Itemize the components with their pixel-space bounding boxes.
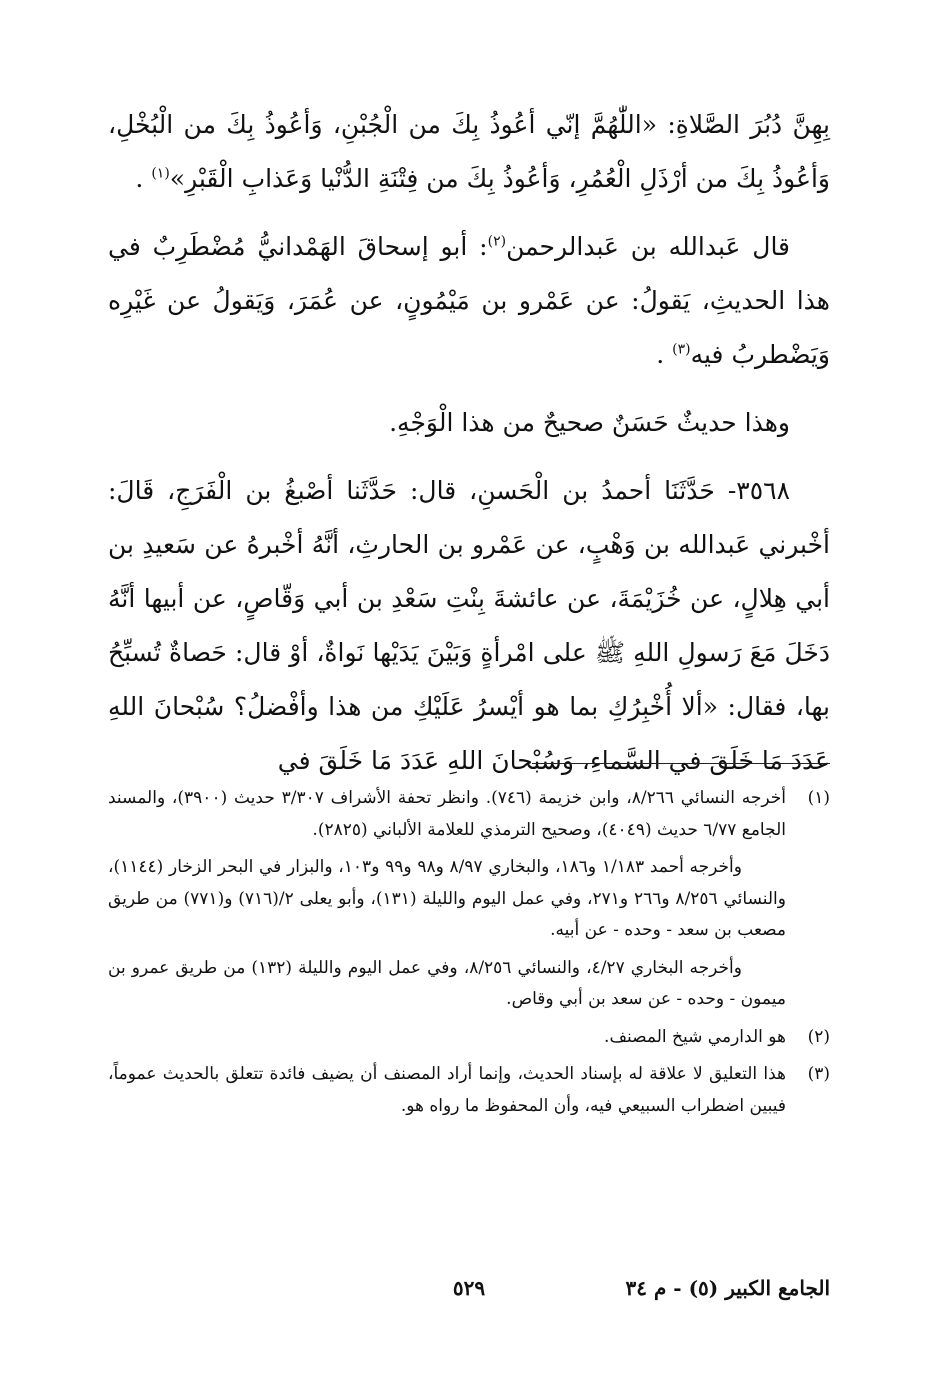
paragraph-grading: وهذا حديثٌ حَسَنٌ صحيحٌ من هذا الْوَجْهِ. — [389, 408, 790, 437]
footnote-paragraph: أخرجه النسائي ٨/٢٦٦، وابن خزيمة (٧٤٦). وانظر تحفة الأشراف ٣/٣٠٧ حديث (٣٩٠٠)، والمسند الجامع ٦/٧٧ حديث (٤٠٤٩)، وصحيح الترمذي للعلامة الألباني (٢٨٢٥). — [108, 788, 787, 840]
page-footer — [108, 1276, 830, 1312]
paragraph-end-mark: . — [656, 340, 673, 369]
paragraph-end-mark: . — [135, 164, 152, 193]
footnote-number: (١) — [807, 788, 830, 808]
footnote-paragraph: هذا التعليق لا علاقة له بإسناد الحديث، وإنما أراد المصنف أن يضيف فائدة تتعلق بالحديث عموماً، فيبين اضطراب السبيعي فيه، وأن المحفوظ ما رواه هو. — [108, 1064, 786, 1116]
supplication-text: بِهِنَّ دُبُرَ الصَّلاةِ: «اللّٰهُمَّ إنّي أعُوذُ بِكَ من الْجُبْنِ، وَأعُوذُ بِكَ من الْبُخْلِ، وَأعُوذُ بِكَ من أرْذَلِ الْعُمُرِ، وَأعُوذُ بِكَ من فِتْنَةِ الدُّنْيا وَعَذابِ الْقَبْرِ» — [108, 110, 830, 193]
paragraph-hadith-3568: ٣٥٦٨- حَدَّثَنَا أحمدُ بن الْحَسنِ، قال: حَدَّثَنا أصْبغُ بن الْفَرَجِ، قَالَ: أخْبرني عَبدالله بن وَهْبٍ، عن عَمْرو بن الحارثِ، أنَّهُ أخْبرهُ عن سَعيدِ بن أبي هِلالٍ، عن خُزَيْمَةَ، عن عائشةَ بِنْتِ سَعْدِ بن أبي وَقّاصٍ، عن أبيها أنَّهُ دَخَلَ مَعَ رَسولِ اللهِ ﷺ على امْرأةٍ وَبَيْنَ يَدَيْها نَواةٌ، أوْ قال: حَصاةٌ تُسبِّحُ بها، فقال: «ألا أُخْبِرُكِ بما هو أيْسرُ عَلَيْكِ من هذا وأفْضلُ؟ سُبْحانَ اللهِ عَدَدَ مَا خَلَقَ في السَّماءِ، وَسُبْحانَ اللهِ عَدَدَ مَا خَلَقَ في — [108, 476, 830, 775]
footnote-ref-1: (١) — [151, 165, 170, 182]
paragraph-darimi-comment — [108, 220, 830, 382]
book-signature: الجامع الكبير (٥) - م ٣٤ — [625, 1276, 830, 1300]
footnote-separator-line — [532, 763, 830, 764]
footnote-number: (٢) — [807, 1026, 830, 1047]
footnote-paragraph: وأخرجه أحمد ١/١٨٣ و١٨٦، والبخاري ٨/٩٧ و٩٨ و٩٩ و١٠٣، والبزار في البحر الزخار (١١٤٤)، والنسائي ٨/٢٥٦ و٢٦٦ و٢٧١، وفي عمل اليوم والليلة (١٣١)، وأبو يعلى ٢/(٧١٦) و(٧٧١) من طريق مصعب بن سعد - وحده - عن أبيه. — [108, 857, 786, 940]
footnote-3 — [108, 1059, 830, 1122]
footnote-ref-3: (٣) — [672, 341, 691, 358]
main-body — [108, 98, 830, 788]
footnote-1 — [108, 783, 830, 1016]
comment-text: : أبو إسحاقَ الهَمْدانيُّ مُضْطَرِبٌ في هذا الحديثِ، يَقولُ: عن عَمْرو بن مَيْمُونٍ، عن عُمَرَ، وَيَقولُ عن غَيْرِه وَيَضْطربُ فيه — [108, 232, 830, 369]
page-number: ٥٢٩ — [452, 1276, 486, 1300]
main-text-block — [108, 98, 830, 802]
footnote-number: (٣) — [807, 1064, 830, 1084]
footnote-ref-2: (٢) — [487, 233, 507, 250]
paragraph-supplication — [108, 98, 830, 206]
footnote-2 — [108, 1022, 830, 1054]
footnotes-section — [108, 783, 830, 1128]
footnote-paragraph: وأخرجه البخاري ٤/٢٧، والنسائي ٨/٢٥٦، وفي عمل اليوم والليلة (١٣٢) من طريق عمرو بن ميمون - وحده - عن سعد بن أبي وقاص. — [108, 957, 786, 1009]
footnote-paragraph: هو الدارمي شيخ المصنف. — [604, 1026, 786, 1047]
comment-intro: قال عَبدالله بن عَبدالرحمن — [506, 232, 791, 261]
